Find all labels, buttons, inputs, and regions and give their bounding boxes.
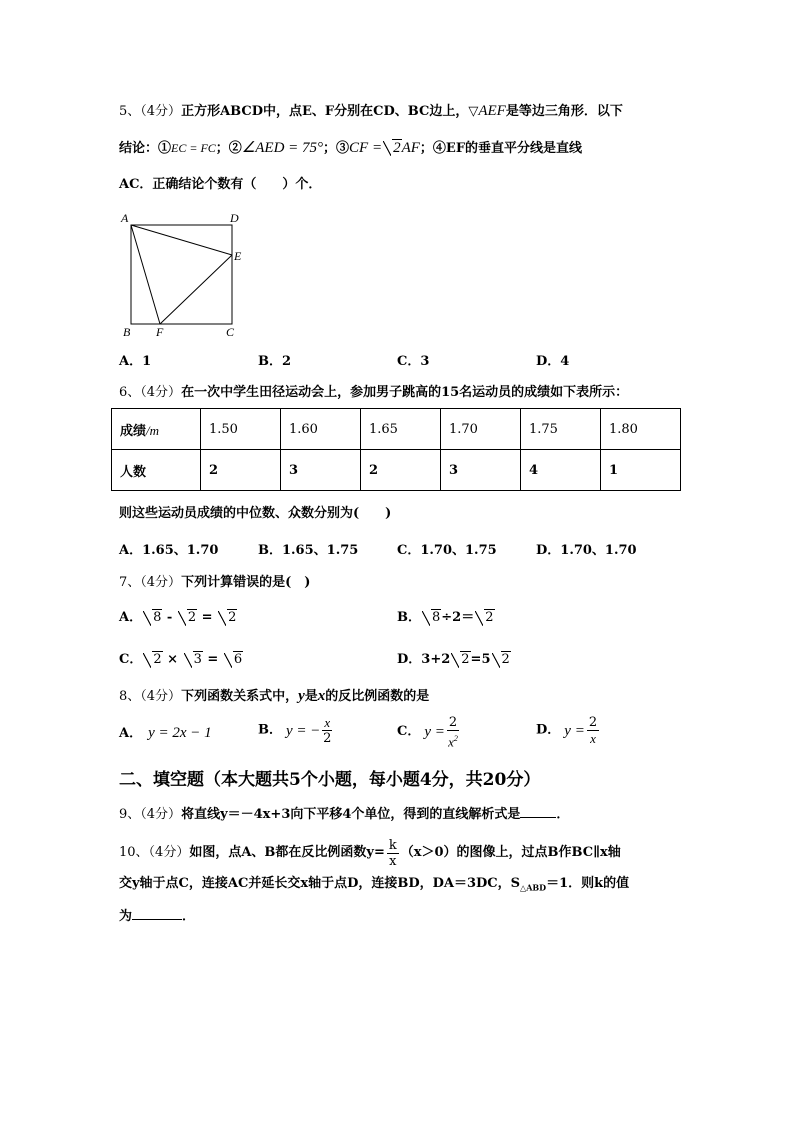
fraction bbox=[447, 715, 459, 749]
q5-text-a: 正方形ABCD中，点E、F分别在CD、BC边上， bbox=[181, 104, 469, 119]
label-b: B bbox=[123, 325, 131, 339]
q8-option-d[interactable] bbox=[536, 715, 601, 746]
q8-text-1: 下列函数关系式中， bbox=[181, 689, 299, 704]
q5-conclusion-3b: AF bbox=[401, 140, 420, 156]
segment-ae bbox=[131, 225, 232, 255]
sqrt-symbol bbox=[143, 652, 162, 668]
q7-option-d[interactable] bbox=[397, 652, 511, 668]
radicand: 8 bbox=[432, 610, 441, 625]
sqrt-symbol bbox=[143, 610, 162, 626]
q7-option-b[interactable] bbox=[397, 610, 495, 626]
q5-conclusion-1: EC = FC bbox=[171, 141, 216, 155]
table-cell: 1.65 bbox=[361, 409, 441, 450]
q5-root: 2 bbox=[393, 140, 401, 156]
q10-text-3: 交y轴于点C，连接AC并延长交x轴于点D，连接BD，DA＝3DC，S bbox=[119, 876, 521, 891]
operator: = bbox=[202, 652, 223, 667]
base: x bbox=[448, 734, 454, 750]
q5-line-1 bbox=[119, 103, 623, 120]
sqrt-symbol bbox=[184, 652, 203, 668]
q10-points: （4分） bbox=[148, 845, 190, 860]
option-label: B． bbox=[258, 722, 282, 738]
q6-text: 在一次中学生田径运动会上，参加男子跳高的15名运动员的成绩如下表所示： bbox=[181, 385, 629, 400]
q10-end: ． bbox=[182, 909, 196, 924]
unit-m: /m bbox=[146, 422, 160, 438]
q8-number: 8、 bbox=[119, 689, 141, 704]
table-cell: 人数 bbox=[112, 450, 201, 491]
q5-sep-2: ；③ bbox=[323, 141, 350, 156]
fraction bbox=[322, 715, 332, 746]
segment-af bbox=[131, 225, 160, 324]
q6-option-b[interactable]: B．1.65、1.75 bbox=[258, 543, 359, 558]
q9-text-1: 将直线 bbox=[181, 807, 221, 822]
operator: × bbox=[162, 652, 183, 667]
q9-equation: y＝－4x+3 bbox=[220, 807, 291, 822]
q7-line-1 bbox=[119, 575, 310, 591]
exponent: 2 bbox=[453, 734, 458, 743]
q6-option-a[interactable]: A．1.65、1.70 bbox=[119, 543, 219, 558]
q5-sep-3: ；④EF的垂直平分线是直线 bbox=[419, 141, 583, 156]
radicand: 8 bbox=[153, 610, 162, 625]
q10-line-3 bbox=[119, 907, 195, 925]
q10-text-1: 如图，点A、B都在反比例函数y= bbox=[189, 845, 385, 860]
q7-option-c[interactable] bbox=[119, 652, 243, 668]
table-cell: 1 bbox=[601, 450, 681, 491]
q6-question: 则这些运动员成绩的中位数、众数分别为( ) bbox=[119, 506, 392, 521]
label-a: A bbox=[121, 211, 129, 225]
q10-line-2 bbox=[119, 876, 629, 896]
table-row bbox=[112, 450, 681, 491]
radicand: 3 bbox=[193, 652, 202, 667]
radicand: 2 bbox=[187, 610, 197, 625]
q5-option-c[interactable]: C．3 bbox=[397, 354, 430, 369]
score-table bbox=[111, 408, 681, 491]
q8-line-1 bbox=[119, 688, 429, 705]
option-label: D． bbox=[536, 722, 561, 738]
equation: y = 2x − 1 bbox=[148, 725, 212, 741]
q5-number: 5、 bbox=[119, 104, 141, 119]
q5-line-3: AC．正确结论个数有（ ）个． bbox=[119, 177, 322, 192]
radicand: 6 bbox=[233, 652, 243, 667]
answer-blank[interactable] bbox=[520, 805, 556, 818]
option-label: C． bbox=[119, 652, 143, 667]
table-cell: 1.80 bbox=[601, 409, 681, 450]
radicand: 2 bbox=[501, 652, 510, 667]
sqrt-symbol bbox=[218, 610, 237, 626]
q7-number: 7、 bbox=[119, 575, 141, 590]
triangle-symbol: ▽ bbox=[468, 104, 479, 119]
option-label: B． bbox=[397, 610, 421, 625]
q5-option-d[interactable]: D．4 bbox=[536, 354, 570, 369]
q7-points: （4分） bbox=[140, 575, 182, 590]
label-c: C bbox=[226, 325, 235, 339]
radicand: 2 bbox=[461, 652, 470, 667]
table-cell: 2 bbox=[361, 450, 441, 491]
operator: = bbox=[197, 610, 218, 625]
q9-text-2: 向下平移4个单位，得到的直线解析式是 bbox=[290, 807, 521, 822]
q8-text-3: 的反比例函数的是 bbox=[325, 689, 430, 704]
option-label: C． bbox=[397, 724, 421, 740]
operator: - bbox=[162, 610, 177, 625]
fraction bbox=[587, 715, 599, 746]
table-cell: 1.50 bbox=[201, 409, 281, 450]
q5-aef: AEF bbox=[478, 103, 506, 119]
option-label: D． bbox=[397, 652, 422, 667]
q6-line-1 bbox=[119, 385, 628, 401]
q6-points: （4分） bbox=[140, 385, 182, 400]
fraction bbox=[387, 838, 399, 869]
equation-lhs: y = bbox=[564, 722, 585, 739]
denominator: 2 bbox=[323, 731, 332, 746]
sqrt-symbol bbox=[475, 610, 494, 626]
q6-number: 6、 bbox=[119, 385, 141, 400]
table-cell: 1.60 bbox=[281, 409, 361, 450]
sqrt-symbol bbox=[492, 652, 511, 668]
q5-line-2 bbox=[119, 140, 582, 157]
q8-points: （4分） bbox=[140, 689, 182, 704]
q5-square-figure bbox=[118, 208, 254, 340]
q10-number: 10、 bbox=[119, 845, 149, 860]
label-e: E bbox=[234, 249, 242, 263]
denominator: x bbox=[590, 731, 596, 746]
term: 3+2 bbox=[421, 652, 451, 667]
q8-option-c[interactable] bbox=[397, 715, 461, 749]
equation-lhs: y = − bbox=[286, 722, 321, 739]
var-x: x bbox=[317, 688, 326, 704]
label-f: F bbox=[156, 325, 164, 339]
q7-text: 下列计算错误的是( ) bbox=[181, 575, 311, 590]
table-cell: 4 bbox=[521, 450, 601, 491]
table-cell bbox=[112, 409, 201, 450]
q5-sep-1: ；② bbox=[215, 141, 242, 156]
var-y: y bbox=[298, 688, 305, 704]
equation-lhs: y = bbox=[424, 724, 445, 741]
radicand: 2 bbox=[153, 652, 162, 667]
answer-blank[interactable] bbox=[132, 907, 182, 920]
table-cell: 1.70 bbox=[441, 409, 521, 450]
label-d: D bbox=[230, 211, 239, 225]
q10-text-2: （x＞0）的图像上，过点B作BC∥x轴 bbox=[400, 845, 621, 860]
numerator: x bbox=[324, 715, 331, 730]
q5-points: （4分） bbox=[140, 104, 182, 119]
q9-number: 9、 bbox=[119, 807, 141, 822]
denominator: x bbox=[389, 854, 397, 869]
q8-text-2: 是 bbox=[304, 689, 318, 704]
q5-option-b[interactable]: B．2 bbox=[258, 354, 292, 369]
option-label: A． bbox=[119, 610, 143, 625]
q10-text-5: 为 bbox=[119, 909, 133, 924]
table-cell: 1.75 bbox=[521, 409, 601, 450]
section-2-heading: 二、填空题（本大题共5个小题，每小题4分，共20分） bbox=[119, 770, 541, 790]
q5-conclusion-2: ∠AED = 75° bbox=[241, 140, 324, 156]
option-label: A． bbox=[119, 726, 143, 741]
q7-option-a[interactable] bbox=[119, 610, 237, 626]
sqrt-symbol bbox=[178, 610, 197, 626]
operator: ÷2＝ bbox=[441, 610, 475, 625]
q10-line-1 bbox=[119, 838, 621, 869]
table-cell: 3 bbox=[441, 450, 521, 491]
q5-option-a[interactable]: A．1 bbox=[119, 354, 152, 369]
q5-conclusion-label: 结论：① bbox=[119, 141, 172, 156]
q9-points: （4分） bbox=[140, 807, 182, 822]
numerator: 2 bbox=[448, 715, 458, 730]
table-row bbox=[112, 409, 681, 450]
sqrt-symbol bbox=[224, 652, 243, 668]
operator: =5 bbox=[470, 652, 491, 667]
radicand: 2 bbox=[485, 610, 494, 625]
numerator: k bbox=[388, 838, 397, 853]
table-cell: 2 bbox=[201, 450, 281, 491]
numerator: 2 bbox=[588, 715, 598, 730]
sqrt-symbol bbox=[451, 652, 470, 668]
q5-text-b: 是等边三角形．以下 bbox=[505, 104, 623, 119]
q5-conclusion-3a: CF = bbox=[349, 140, 383, 156]
table-cell: 3 bbox=[281, 450, 361, 491]
radicand: 2 bbox=[228, 610, 237, 625]
denominator bbox=[447, 731, 459, 749]
q6-option-c[interactable]: C．1.70、1.75 bbox=[397, 543, 497, 558]
q9-end: ． bbox=[556, 807, 570, 822]
q6-option-d[interactable]: D．1.70、1.70 bbox=[536, 543, 637, 558]
sqrt-symbol bbox=[422, 610, 441, 626]
q10-text-4: ＝1．则k的值 bbox=[546, 876, 630, 891]
sqrt-symbol bbox=[383, 140, 402, 157]
q9-line-1 bbox=[119, 805, 569, 823]
segment-ef bbox=[160, 255, 232, 324]
row-label-score: 成绩 bbox=[120, 423, 147, 439]
q8-option-a[interactable] bbox=[119, 725, 212, 742]
q10-subscript: △ABD bbox=[520, 882, 547, 893]
q8-option-b[interactable] bbox=[258, 715, 334, 746]
